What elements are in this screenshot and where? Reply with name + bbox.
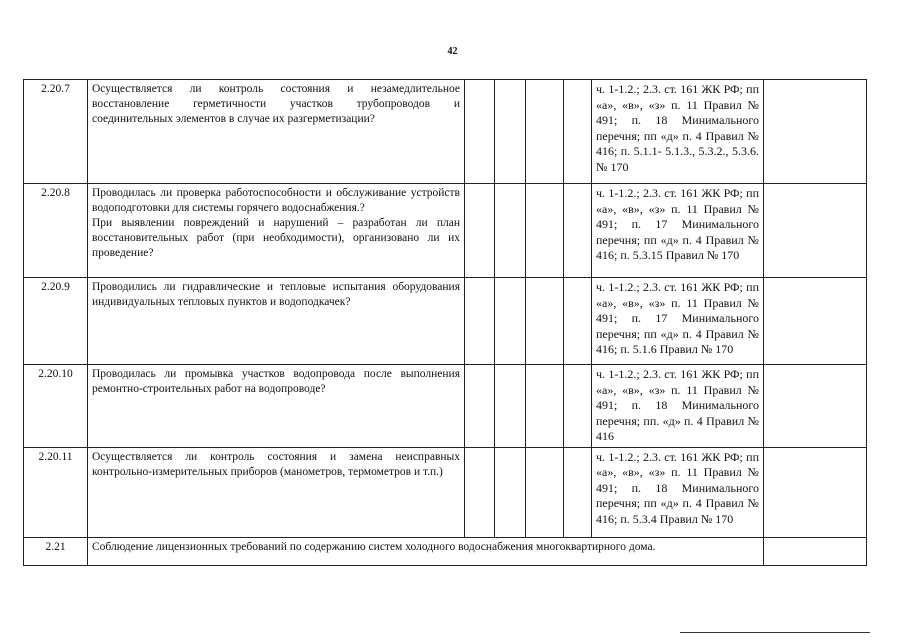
legal-reference: ч. 1-1.2.; 2.3. ст. 161 ЖК РФ; пп «а», «в», «з» п. 11 Правил № 491; п. 18 Минимального перечня; пп. «д» п. 4 Правил № 416	[592, 365, 764, 448]
question-main: Проводилась ли проверка работоспособности и обслуживание устройств водоподготовки для системы горячего водоснабжения.?	[92, 187, 460, 214]
item-number: 2.20.11	[24, 447, 88, 537]
answer-cell-extra[interactable]	[564, 365, 592, 448]
answer-cell-no[interactable]	[495, 184, 526, 278]
notes-cell[interactable]	[764, 80, 867, 184]
legal-reference: ч. 1-1.2.; 2.3. ст. 161 ЖК РФ; пп «а», «в», «з» п. 11 Правил № 491; п. 18 Минимального перечня; пп «д» п. 4 Правил № 416; п. 5.3.4 Правил № 170	[592, 447, 764, 537]
question-main: Осуществляется ли контроль состояния и незамедлительное восстановление герметичности участков трубопроводов и соединительных элементов в случае их разгерметизации?	[92, 83, 460, 125]
legal-reference: ч. 1-1.2.; 2.3. ст. 161 ЖК РФ; пп «а», «в», «з» п. 11 Правил № 491; п. 17 Минимального перечня; пп «д» п. 4 Правил № 416; п. 5.3.15 Правил № 170	[592, 184, 764, 278]
answer-cell-yes[interactable]	[465, 80, 495, 184]
item-number: 2.20.10	[24, 365, 88, 448]
question-text	[88, 80, 465, 184]
footer-rule	[680, 632, 870, 633]
question-main: Проводилась ли промывка участков водопровода после выполнения ремонтно-строительных работ на водопроводе?	[92, 368, 460, 395]
answer-cell-no[interactable]	[495, 365, 526, 448]
legal-reference: ч. 1-1.2.; 2.3. ст. 161 ЖК РФ; пп «а», «в», «з» п. 11 Правил № 491; п. 17 Минимального перечня; пп «д» п. 4 Правил № 416; п. 5.1.6 Правил № 170	[592, 278, 764, 365]
table-row	[24, 278, 867, 365]
answer-cell-na[interactable]	[526, 447, 564, 537]
answer-cell-na[interactable]	[526, 184, 564, 278]
answer-cell-na[interactable]	[526, 278, 564, 365]
item-number: 2.20.8	[24, 184, 88, 278]
question-text	[88, 365, 465, 448]
answer-cell-yes[interactable]	[465, 278, 495, 365]
section-number: 2.21	[24, 537, 88, 565]
answer-cell-no[interactable]	[495, 447, 526, 537]
notes-cell[interactable]	[764, 278, 867, 365]
table-row	[24, 80, 867, 184]
section-row	[24, 537, 867, 565]
section-title: Соблюдение лицензионных требований по содержанию систем холодного водоснабжения многоквартирного дома.	[88, 537, 764, 565]
answer-cell-extra[interactable]	[564, 447, 592, 537]
answer-cell-no[interactable]	[495, 278, 526, 365]
page-number: 42	[447, 46, 458, 57]
checklist-table	[23, 79, 867, 566]
question-text	[88, 278, 465, 365]
item-number: 2.20.7	[24, 80, 88, 184]
answer-cell-na[interactable]	[526, 80, 564, 184]
answer-cell-extra[interactable]	[564, 80, 592, 184]
notes-cell[interactable]	[764, 537, 867, 565]
question-text	[88, 184, 465, 278]
notes-cell[interactable]	[764, 447, 867, 537]
answer-cell-extra[interactable]	[564, 278, 592, 365]
answer-cell-yes[interactable]	[465, 184, 495, 278]
table-row	[24, 365, 867, 448]
question-main: Осуществляется ли контроль состояния и замена неисправных контрольно-измерительных приборов (манометров, термометров и т.п.)	[92, 450, 460, 478]
answer-cell-na[interactable]	[526, 365, 564, 448]
question-extra: При выявлении повреждений и нарушений – разработан ли план восстановительных работ (при необходимости), организовано ли их проведение?	[92, 217, 460, 259]
table-row	[24, 447, 867, 537]
answer-cell-no[interactable]	[495, 80, 526, 184]
question-text	[88, 447, 465, 537]
notes-cell[interactable]	[764, 184, 867, 278]
question-main: Проводились ли гидравлические и тепловые испытания оборудования индивидуальных тепловых пунктов и водоподкачек?	[92, 281, 460, 308]
table-row	[24, 184, 867, 278]
answer-cell-yes[interactable]	[465, 447, 495, 537]
notes-cell[interactable]	[764, 365, 867, 448]
answer-cell-yes[interactable]	[465, 365, 495, 448]
answer-cell-extra[interactable]	[564, 184, 592, 278]
legal-reference: ч. 1-1.2.; 2.3. ст. 161 ЖК РФ; пп «а», «в», «з» п. 11 Правил № 491; п. 18 Минимального перечня; пп «д» п. 4 Правил № 416; п. 5.1.1- 5.1.3., 5.3.2., 5.3.6. № 170	[592, 80, 764, 184]
item-number: 2.20.9	[24, 278, 88, 365]
